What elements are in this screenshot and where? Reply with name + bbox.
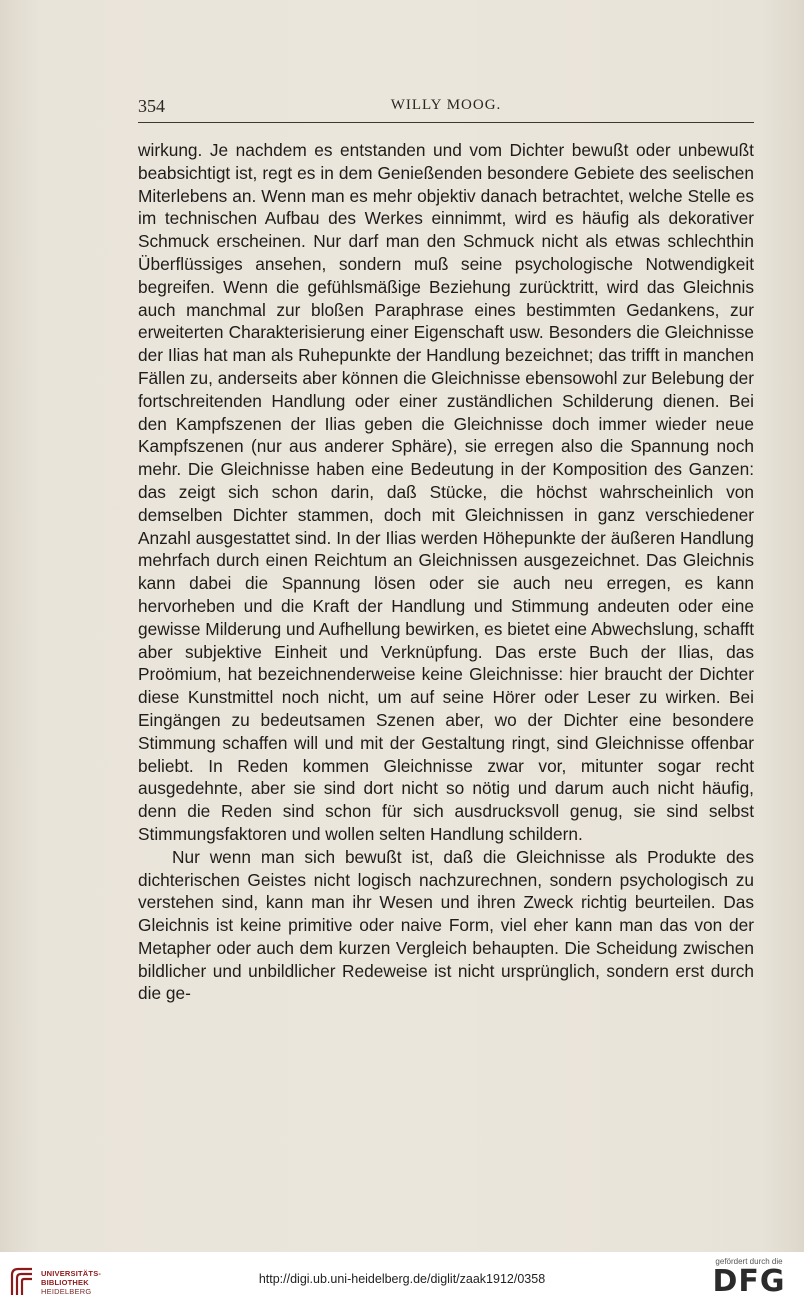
paragraph: Nur wenn man sich bewußt ist, daß die Gleichnisse als Produkte des dichterischen Geistes nicht logisch nachzurechnen, sondern psychologisch zu verstehen sind, kann man ihr Wesen und ihren Zweck richtig beurteilen. Das Gleichnis ist keine primitive oder naive Form, viel eher kann man das von der Metapher oder auch dem kurzen Vergleich behaupten. Die Scheidung zwischen bildlicher und unbildlicher Redeweise ist nicht ursprünglich, sondern erst durch die ge- [138, 846, 754, 1004]
body-text [138, 139, 754, 1005]
footer-bar [0, 1252, 804, 1313]
page-number: 354 [138, 96, 165, 116]
permalink-url[interactable]: http://digi.ub.uni-heidelberg.de/diglit/zaak1912/0358 [258, 1272, 546, 1286]
funding-caption: gefördert durch die [715, 1257, 783, 1266]
running-head: WILLY MOOG. [390, 97, 502, 113]
library-name: UNIVERSITÄTS- BIBLIOTHEK HEIDELBERG [41, 1268, 102, 1296]
header-rule [138, 122, 754, 123]
page-header [138, 96, 754, 120]
dfg-funding-logo[interactable] [704, 1257, 794, 1298]
paragraph: wirkung. Je nachdem es entstanden und vom Dichter bewußt oder unbewußt beabsichtigt ist, regt es in dem Genießenden besondere Gebiete des seelischen Miterlebens an. Wenn man es mehr objektiv danach betrachtet, welche Stelle es im technischen Aufbau des Werkes einnimmt, wird es häufig als dekorativer Schmuck erscheinen. Nur darf man den Schmuck nicht als etwas schlechthin Überflüssiges ansehen, sondern muß seine psychologische Notwendigkeit begreifen. Wenn die gefühlsmäßige Beziehung zurücktritt, wird das Gleichnis auch manchmal zur bloßen Paraphrase eines bestimmten Gedankens, zur erweiterten Charakterisierung einer Eigenschaft usw. Besonders die Gleichnisse der Ilias hat man als Ruhepunkte der Handlung bezeichnet; das trifft in manchen Fällen zu, anderseits aber können die Gleichnisse ebensowohl zur Belebung der fortschreitenden Handlung oder einer zuständlichen Schilderung dienen. Bei den Kampfszenen der Ilias geben die Gleichnisse doch immer wieder neue Kampfszenen (nur aus anderer Sphäre), sie erregen also die Spannung noch mehr. Die Gleichnisse haben eine Bedeutung in der Komposition des Ganzen: das zeigt sich schon darin, daß Stücke, die höchst wahrscheinlich von demselben Dichter stammen, doch mit Gleichnissen in ganz verschiedener Anzahl ausgestattet sind. In der Ilias werden Höhepunkte der äußeren Handlung mehrfach durch einen Reichtum an Gleichnissen ausgezeichnet. Das Gleichnis kann dabei die Spannung lösen oder sie auch neu erregen, es kann hervorheben und die Kraft der Handlung und Stimmung andeuten oder eine gewisse Milderung und Aufhellung bewirken, es bietet eine Abwechslung, schafft aber subjektive Einheit und Verknüpfung. Das erste Buch der Ilias, das Proömium, hat bezeichnenderweise keine Gleichnisse: hier braucht der Dichter diese Kunstmittel noch nicht, um auf seine Hörer oder Leser zu wirken. Bei Eingängen zu bedeutsamen Szenen aber, wo der Dichter eine besondere Stimmung schaffen will und mit der Gestaltung ringt, sind Gleichnisse offenbar beliebt. In Reden kommen Gleichnisse zwar vor, mitunter sogar recht ausgedehnte, aber sie sind dort nicht so nötig und darum auch nicht häufig, denn die Reden sind schon für sich ausdrucksvoll genug, sie sind selbst Stimmungsfaktoren und wollen selten Handlung schildern. [138, 140, 754, 844]
dfg-logo: DFG [712, 1264, 786, 1299]
